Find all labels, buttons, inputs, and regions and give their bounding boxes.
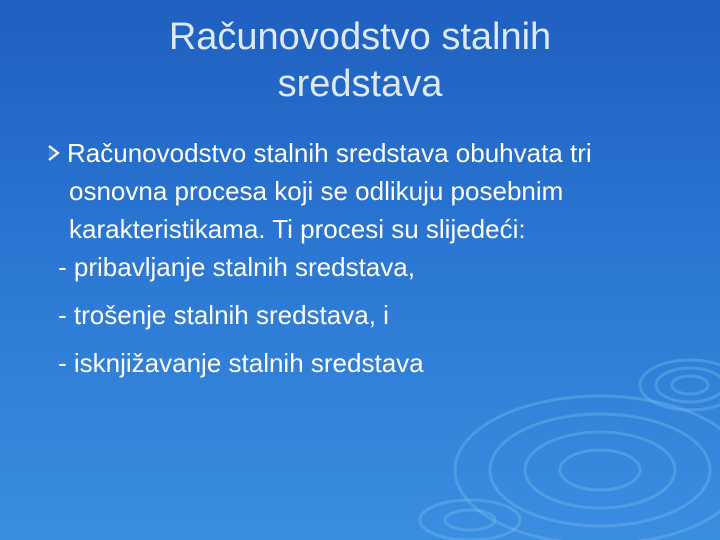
bullet-line-3: karakteristikama. Ti procesi su slijedeći: (69, 214, 526, 244)
arrow-bullet-icon (44, 143, 64, 163)
bullet-line-1: Računovodstvo stalnih sredstava obuhvata tri (67, 138, 592, 168)
bullet-line-2: osnovna procesa koji se odlikuju posebnim (69, 176, 564, 206)
list-item: - isknjižavanje stalnih sredstava (58, 348, 424, 378)
list-item: - pribavljanje stalnih sredstava, (58, 252, 415, 282)
slide-title (0, 14, 720, 108)
slide-title-line-2: sredstava (277, 63, 443, 105)
bullet-text (67, 134, 720, 248)
slide-title-line-1: Računovodstvo stalnih (168, 16, 552, 58)
list-item: - trošenje stalnih sredstava, i (58, 300, 389, 330)
